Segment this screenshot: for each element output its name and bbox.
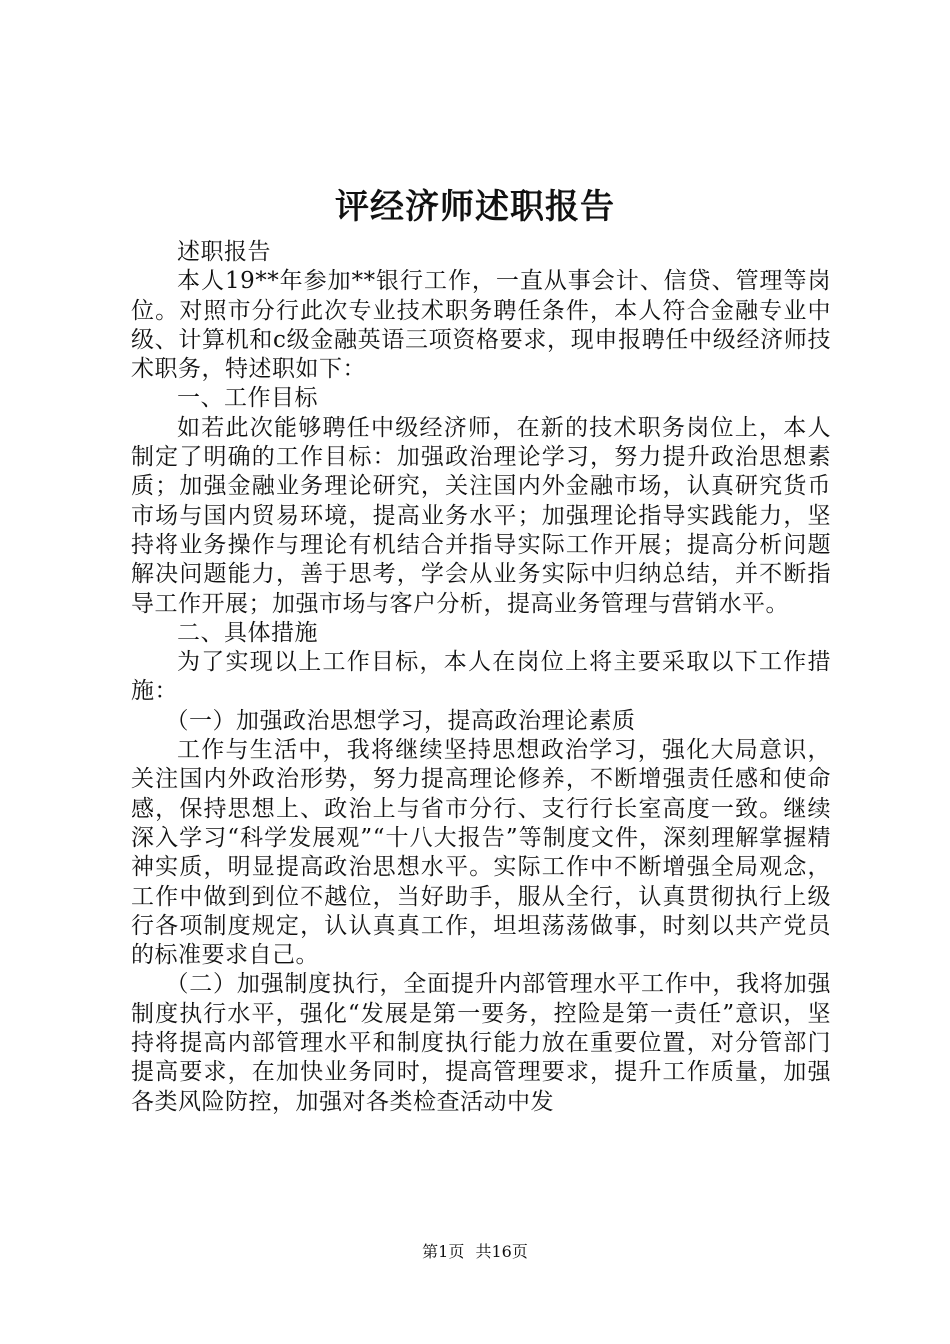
section-heading: 一、工作目标 bbox=[177, 385, 318, 412]
subsection-heading: （一）加强政治思想学习，提高政治理论素质 bbox=[165, 707, 636, 734]
page-total: 共16页 bbox=[475, 1242, 528, 1261]
document-body bbox=[131, 238, 831, 1117]
paragraph: 为了实现以上工作目标，本人在岗位上将主要采取以下工作措施： bbox=[131, 649, 831, 705]
section-label: 述职报告 bbox=[177, 239, 271, 265]
paragraph: 工作与生活中，我将继续坚持思想政治学习，强化大局意识，关注国内外政治形势，努力提高理论修养，不断增强责任感和使命感，保持思想上、政治上与省市分行、支行行长室高度一致。继续深入学习“科学发展观”“十八大报告”等制度文件，深刻理解掌握精神实质，明显提高政治思想水平。实际工作中不断增强全局观念，工作中做到到位不越位，当好助手，服从全行，认真贯彻执行上级行各项制度规定，认认真真工作，坦坦荡荡做事，时刻以共产党员的标准要求自己。 bbox=[131, 737, 831, 969]
document-title: 评经济师述职报告 bbox=[335, 187, 615, 227]
page-number: 第1页 bbox=[422, 1242, 465, 1261]
page-footer bbox=[0, 1240, 950, 1264]
paragraph: 如若此次能够聘任中级经济师，在新的技术职务岗位上，本人制定了明确的工作目标：加强政治理论学习，努力提升政治思想素质；加强金融业务理论研究，关注国内外金融市场，认真研究货币市场与国内贸易环境，提高业务水平；加强理论指导实践能力，坚持将业务操作与理论有机结合并指导实际工作开展；提高分析问题解决问题能力，善于思考，学会从业务实际中归纳总结，并不断指导工作开展；加强市场与客户分析，提高业务管理与营销水平。 bbox=[131, 414, 831, 617]
section-heading: 二、具体措施 bbox=[177, 619, 318, 646]
paragraph: （二）加强制度执行，全面提升内部管理水平工作中，我将加强制度执行水平，强化“发展是第一要务，控险是第一责任”意识，坚持将提高内部管理水平和制度执行能力放在重要位置，对分管部门提高要求，在加快业务同时，提高管理要求，提升工作质量，加强各类风险防控，加强对各类检查活动中发 bbox=[131, 971, 831, 1115]
paragraph: 本人19**年参加**银行工作，一直从事会计、信贷、管理等岗位。对照市分行此次专业技术职务聘任条件，本人符合金融专业中级、计算机和c级金融英语三项资格要求，现申报聘任中级经济师技术职务，特述职如下： bbox=[131, 268, 831, 383]
